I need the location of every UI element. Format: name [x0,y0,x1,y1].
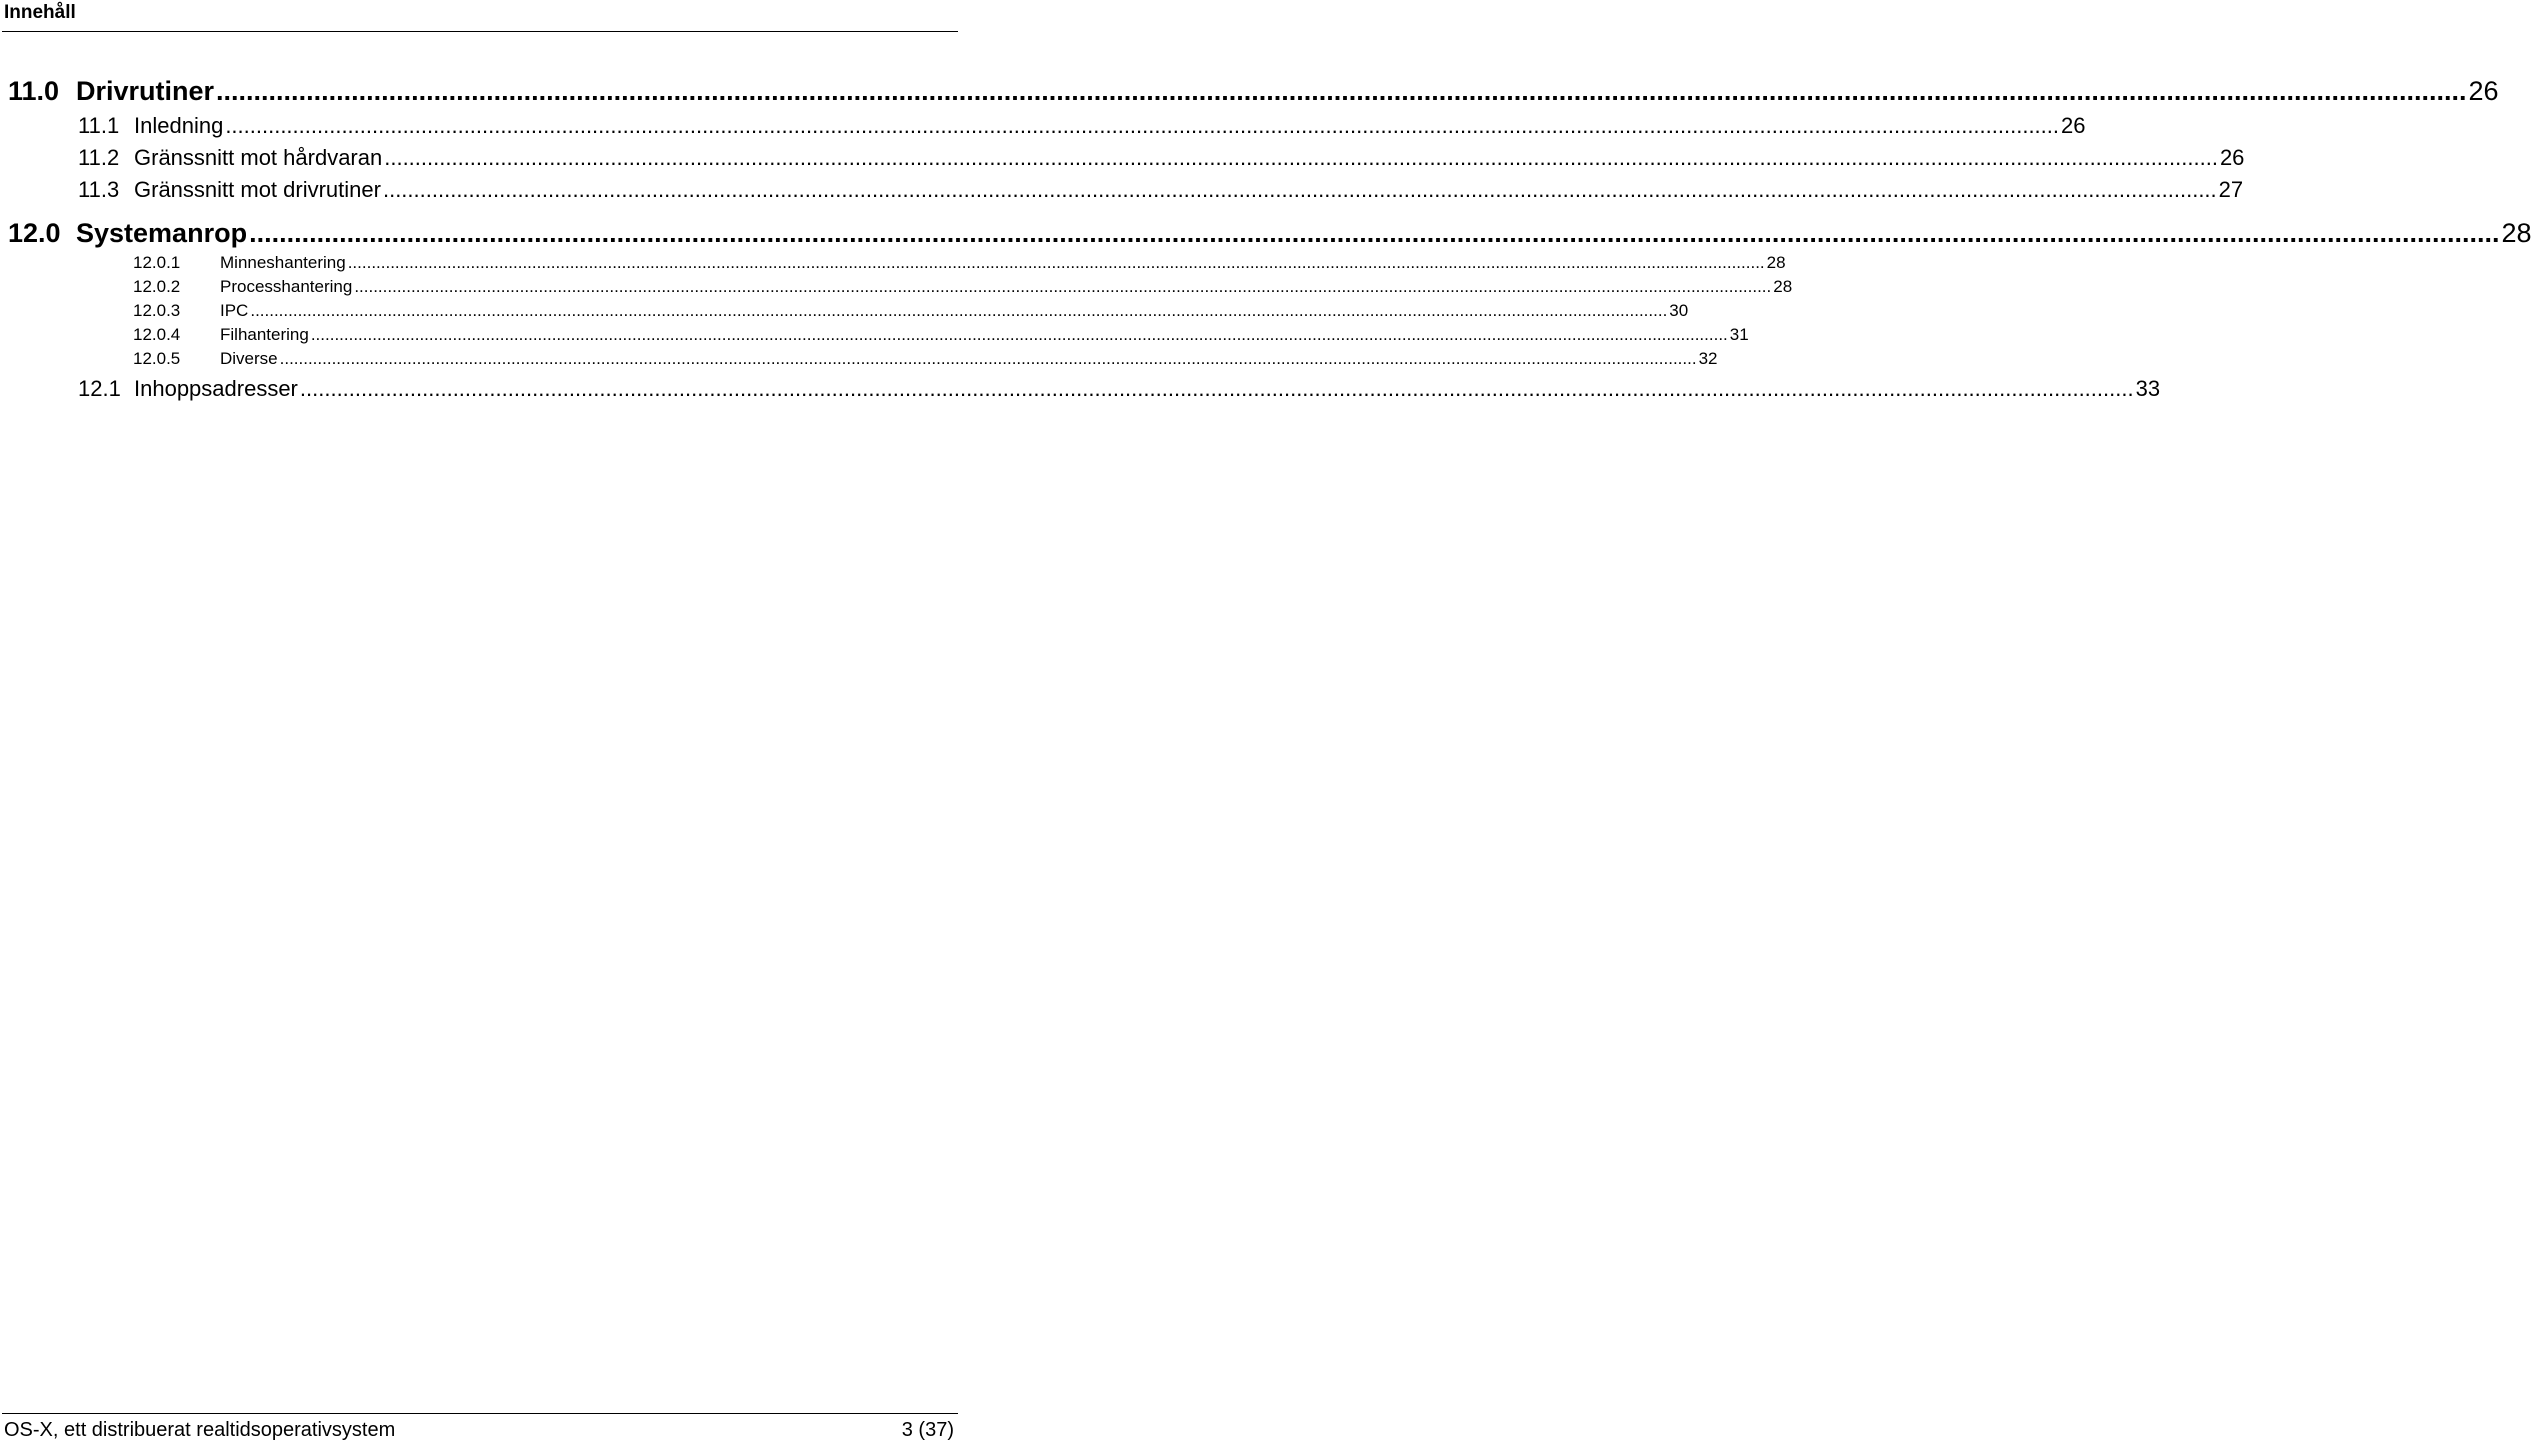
toc-entry-title: Drivrutiner [76,76,215,106]
toc-leader-dots: ............................................................................................................................................................................................................................................................................................................ [310,325,1728,344]
toc-entry-title: Processhantering [220,277,353,296]
footer-page-number: 3 (37) [901,1419,954,1441]
toc-entry-page: 32 [1698,349,1718,368]
toc-entry-page: 31 [1729,325,1749,344]
toc-entry-number: 12.1 [78,376,121,401]
toc-leader-dots: ............................................................................................................................................................................................................................................................................................................ [225,113,2060,138]
toc-entry-title: Inledning [134,113,224,138]
toc-entry-12-0-2[interactable] [133,275,1793,299]
header-divider [2,31,958,32]
toc-leader-dots: ............................................................................................................................................................................................................................................................................................................ [382,177,2217,202]
toc-leader-dots: ............................................................................................................................................................................................................................................................................................................ [354,277,1772,296]
toc-entry-title: Diverse [220,349,278,368]
toc-entry-title: Minneshantering [220,253,346,272]
toc-leader-dots: ............................................................................................................................................................................................................................................................................................................ [250,301,1668,320]
toc-leader-dots: ............................................................................................................................................................................................................................................................................................................ [279,349,1697,368]
toc-entry-number: 11.1 [78,113,120,138]
toc-entry-12-1[interactable] [78,374,2161,404]
toc-entry-page: 27 [2218,177,2244,202]
toc-entry-page: 28 [1773,277,1793,296]
toc-entry-11-3[interactable] [78,175,2244,205]
toc-entry-number: 12.0.1 [133,253,181,272]
toc-entry-number: 12.0.2 [133,277,181,296]
toc-leader-dots: ............................................................................................................................................................................................................................................................................................................ [347,253,1765,272]
toc-entry-12-0-1[interactable] [133,251,1786,275]
toc-entry-number: 11.2 [78,145,120,170]
toc-entry-page: 33 [2135,376,2161,401]
toc-leader-dots: ............................................................................................................................................................................................................................................................................................................ [299,376,2134,401]
toc-entry-title: Gränssnitt mot hårdvaran [134,145,383,170]
toc-entry-title: IPC [220,301,249,320]
toc-entry-12-0-5[interactable] [133,347,1718,371]
toc-entry-number: 12.0.4 [133,325,181,344]
toc-leader-dots: ............................................................................................................................................................................................................................................................................................................ [384,145,2218,170]
toc-entry-page: 28 [2501,218,2532,248]
toc-entry-number: 11.0 [8,76,60,106]
toc-entry-page: 26 [2219,145,2245,170]
toc-entry-number: 12.0 [8,218,61,248]
toc-entry-11-1[interactable] [78,111,2086,141]
toc-entry-number: 12.0.3 [133,301,181,320]
toc-entry-page: 26 [2468,76,2499,106]
toc-entry-page: 30 [1669,301,1689,320]
toc-entry-title: Filhantering [220,325,309,344]
toc-entry-number: 12.0.5 [133,349,181,368]
toc-entry-title: Inhoppsadresser [134,376,298,401]
toc-entry-page: 28 [1766,253,1786,272]
toc-entry-12-0[interactable] [8,216,2532,250]
toc-leader-dots: ............................................................................................................................................................................................................................................................................................................ [216,76,2467,106]
toc-entry-11-2[interactable] [78,143,2245,173]
toc-entry-12-0-3[interactable] [133,299,1689,323]
header-title: Innehåll [4,2,76,23]
toc-leader-dots: ............................................................................................................................................................................................................................................................................................................ [249,218,2500,248]
toc-entry-number: 11.3 [78,177,120,202]
toc-entry-page: 26 [2061,113,2086,138]
toc-entry-12-0-4[interactable] [133,323,1749,347]
footer-divider [2,1413,958,1414]
footer-document-title: OS-X, ett distribuerat realtidsoperativsystem [4,1419,396,1441]
toc-entry-title: Systemanrop [76,218,248,248]
toc-entry-11-0[interactable] [8,74,2499,108]
toc-entry-title: Gränssnitt mot drivrutiner [134,177,381,202]
